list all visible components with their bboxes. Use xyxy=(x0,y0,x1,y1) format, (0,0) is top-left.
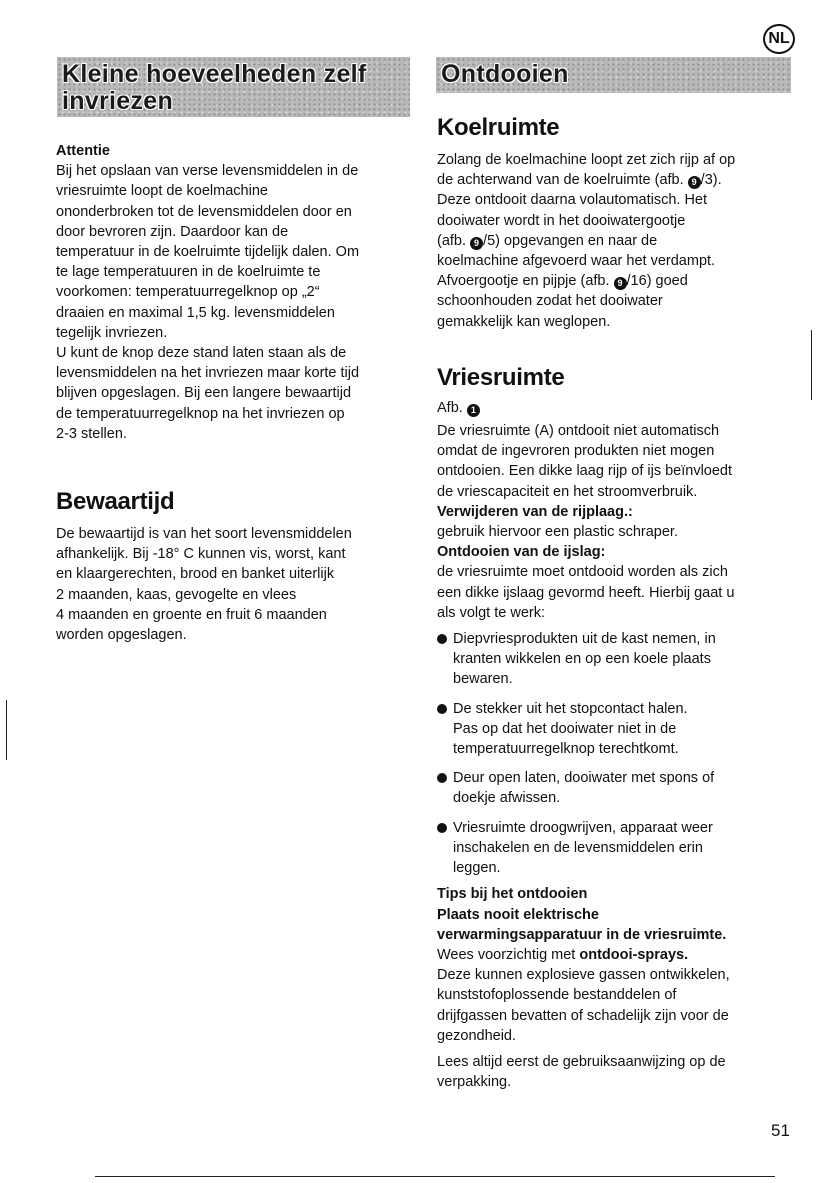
tips-warning: Plaats nooit elektrische verwarmingsapparatuur in de vriesruimte. xyxy=(437,906,727,943)
koelruimte-line-7: Afvoergootje en pijpje (afb. 9 /16) goed xyxy=(437,273,688,290)
right-edge-line xyxy=(811,330,812,400)
ijslaag-heading: Ontdooien van de ijslag: xyxy=(437,544,606,561)
rijplaag-heading: Verwijderen van de rijplaag.: xyxy=(437,503,633,520)
figure-ref-icon: 9 xyxy=(470,237,483,250)
koelruimte-line-4: dooiwater wordt in het dooiwatergootje xyxy=(437,212,686,229)
bullet-icon xyxy=(437,704,447,714)
rijplaag-text: gebruik hiervoor een plastic schraper. xyxy=(437,524,678,541)
koelruimte-line-9: gemakkelijk kan weglopen. xyxy=(437,313,611,330)
left-banner-title: Kleine hoeveelheden zelf invriezen xyxy=(62,60,367,115)
koelruimte-line-2: de achterwand van de koelruimte (afb. 9 /3). xyxy=(437,172,722,189)
koelruimte-line-1: Zolang de koelmachine loopt zet zich rijp af op xyxy=(437,152,736,168)
step-list-item: Vriesruimte droogwrijven, apparaat weer inschakelen en de levensmiddelen erin leggen. xyxy=(437,818,797,879)
koelruimte-line-6: koelmachine afgevoerd waar het verdampt. xyxy=(437,253,716,270)
vriesruimte-paragraph: De vriesruimte (A) ontdooit niet automatisch omdat de ingevroren produkten niet mogen ontdooien. Een dikke laag rijp of ijs beïnvloedt de vriescapaciteit en het stroomverbruik. xyxy=(437,423,733,500)
bottom-edge-line xyxy=(95,1176,775,1177)
step-list-item: De stekker uit het stopcontact halen. Pas op dat het dooiwater niet in de temperatuurregelknop terechtkomt. xyxy=(437,699,797,760)
right-column xyxy=(437,114,797,1092)
koelruimte-heading: Koelruimte xyxy=(437,114,560,141)
attentie-paragraph-2: U kunt de knop deze stand laten staan als de levensmiddelen na het invriezen maar korte tijd blijven opgeslagen. Bij een langere bewaartijd de temperatuurregelknop na het invriezen op 2-3 stellen. xyxy=(56,345,360,442)
bewaartijd-heading: Bewaartijd xyxy=(56,488,175,516)
tips-sprays: Wees voorzichtig met ontdooi-sprays. xyxy=(437,946,689,963)
figure-ref-icon: 9 xyxy=(688,176,701,189)
figure-ref-icon: 9 xyxy=(614,277,627,290)
step-list-item: Diepvriesprodukten uit de kast nemen, in kranten wikkelen en op een koele plaats bewaren. xyxy=(437,629,797,690)
tips-read-instructions: Lees altijd eerst de gebruiksaanwijzing op de verpakking. xyxy=(437,1053,726,1091)
koelruimte-line-3: Deze ontdooit daarna volautomatisch. Het xyxy=(437,192,708,209)
tips-heading: Tips bij het ontdooien xyxy=(437,886,588,903)
attentie-paragraph-1: Bij het opslaan van verse levensmiddelen in de vriesruimte loopt de koelmachine ononderbroken tot de levensmiddelen door en door bevroren zijn. Daardoor kan de temperatuur in de koelruimte tijdelijk dalen. Om te lage temperatuuren in de koelruimte te voorkomen: temperatuurregelknop op „2“ draaien en maximal 1,5 kg. levensmiddelen tegelijk invriezen. xyxy=(56,163,360,341)
koelruimte-line-5: (afb. 9 /5) opgevangen en naar de xyxy=(437,232,658,249)
left-edge-line xyxy=(6,700,7,760)
left-column xyxy=(56,141,416,645)
ijslaag-text: de vriesruimte moet ontdooid worden als zich een dikke ijslaag gevormd heeft. Hierbij gaat u als volgt te werk: xyxy=(437,564,735,621)
attentie-heading: Attentie xyxy=(56,143,110,159)
vriesruimte-figure-ref: Afb. 1 xyxy=(437,398,797,418)
tips-explosive: Deze kunnen explosieve gassen ontwikkelen, kunststofoplossende bestanddelen of drijfgassen bevatten of schadelijk zijn voor de gezondheid. xyxy=(437,967,730,1044)
step-list-item: Deur open laten, dooiwater met spons of doekje afwissen. xyxy=(437,768,797,808)
right-banner-title: Ontdooien xyxy=(441,60,569,88)
figure-number-icon: 1 xyxy=(467,404,480,417)
bullet-icon xyxy=(437,823,447,833)
bewaartijd-paragraph: De bewaartijd is van het soort levensmiddelen afhankelijk. Bij -18° C kunnen vis, worst, kant en klaargerechten, brood en banket uiterlijk 2 maanden, kaas, gevogelte en vlees 4 maanden en groente en fruit 6 maanden worden opgeslagen. xyxy=(56,526,352,644)
language-badge: NL xyxy=(763,24,795,54)
bullet-icon xyxy=(437,634,447,644)
bullet-icon xyxy=(437,773,447,783)
koelruimte-line-8: schoonhouden zodat het dooiwater xyxy=(437,293,663,310)
page-number: 51 xyxy=(771,1121,790,1140)
vriesruimte-heading: Vriesruimte xyxy=(437,363,565,391)
